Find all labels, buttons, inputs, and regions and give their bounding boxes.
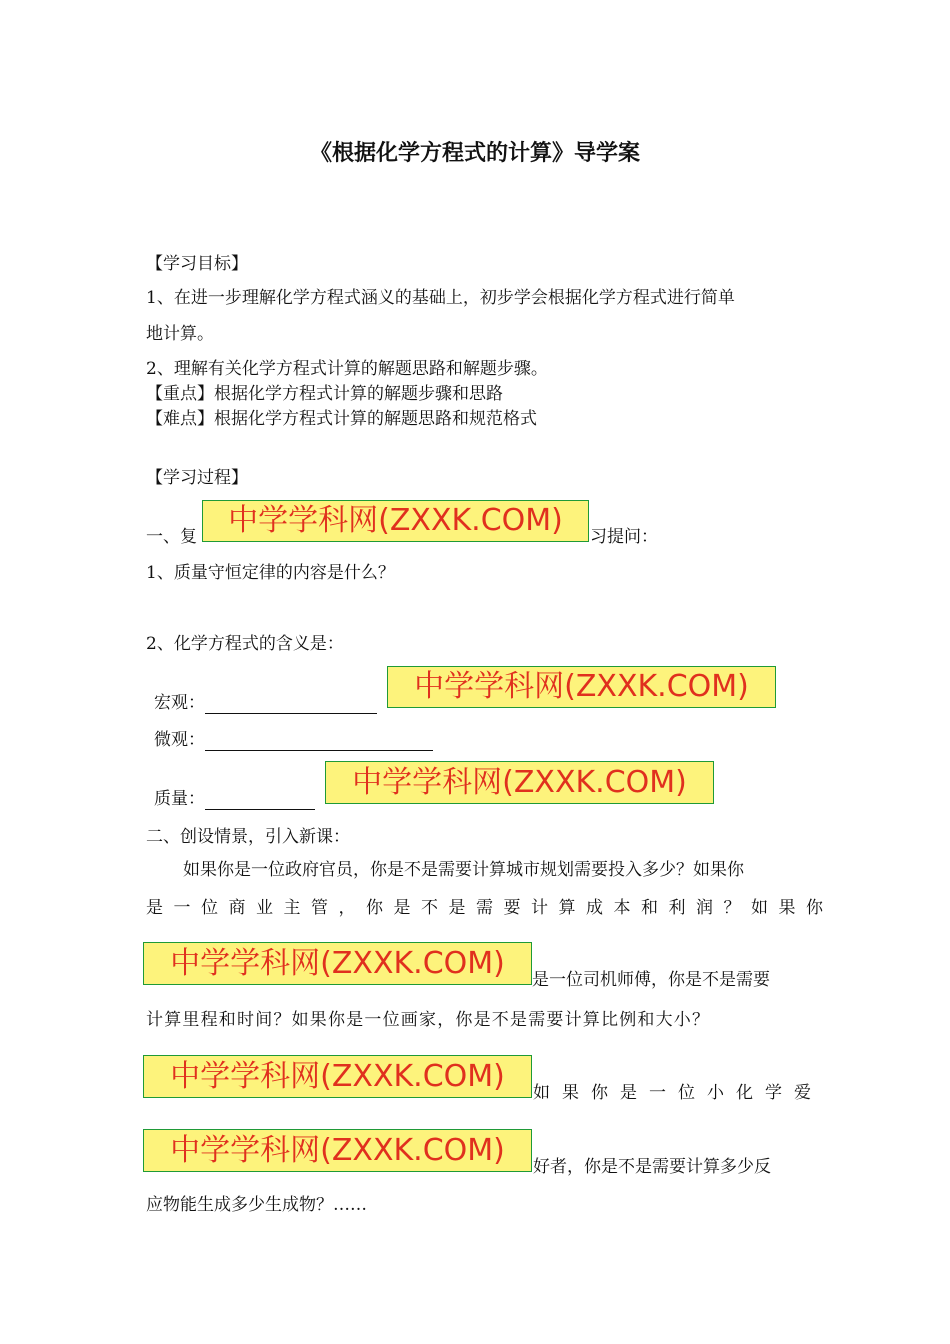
- watermark-banner: 中学学科网(ZXXK.COM): [202, 500, 589, 542]
- intro-paragraph-line-3: 是一位司机师傅，你是不是需要: [532, 970, 770, 990]
- macro-label: 宏观：: [154, 693, 205, 713]
- macro-row: [154, 692, 377, 714]
- document-title: 《根据化学方程式的计算》导学案: [309, 141, 640, 166]
- micro-label: 微观：: [154, 730, 205, 750]
- micro-blank: [205, 732, 433, 751]
- mass-label: 质量：: [154, 789, 205, 809]
- mass-blank: [205, 791, 315, 810]
- mass-row: [154, 788, 315, 810]
- watermark-banner: 中学学科网(ZXXK.COM): [143, 1129, 532, 1172]
- watermark-banner: 中学学科网(ZXXK.COM): [143, 1055, 532, 1098]
- intro-paragraph-line-4: 计算里程和时间？如果你是一位画家，你是不是需要计算比例和大小？: [146, 1010, 711, 1030]
- objectives-heading: 【学习目标】: [146, 254, 248, 274]
- key-point: 【重点】根据化学方程式计算的解题步骤和思路: [146, 384, 503, 404]
- section-1-end: 习提问：: [590, 527, 658, 547]
- section-2-heading: 二、创设情景，引入新课：: [146, 827, 350, 847]
- micro-row: [154, 729, 433, 751]
- watermark-banner: 中学学科网(ZXXK.COM): [387, 666, 776, 708]
- objective-2: 2、理解有关化学方程式计算的解题思路和解题步骤。: [146, 359, 548, 379]
- section-1-start: 一、复: [146, 527, 197, 547]
- watermark-banner: 中学学科网(ZXXK.COM): [143, 942, 532, 985]
- intro-paragraph-line-7: 应物能生成多少生成物？……: [146, 1195, 367, 1215]
- intro-paragraph-line-2: 是一位商业主管，你是不是需要计算成本和利润？如果你: [146, 898, 834, 918]
- intro-paragraph-line-1: 如果你是一位政府官员，你是不是需要计算城市规划需要投入多少？如果你: [183, 860, 744, 880]
- question-2: 2、化学方程式的含义是：: [146, 634, 344, 654]
- process-heading: 【学习过程】: [146, 468, 248, 488]
- intro-paragraph-line-5: 如果你是一位小化学爱: [533, 1083, 823, 1103]
- macro-blank: [205, 695, 377, 714]
- objective-1-line-1: 1、在进一步理解化学方程式涵义的基础上，初步学会根据化学方程式进行简单: [146, 288, 735, 308]
- question-1: 1、质量守恒定律的内容是什么？: [146, 563, 395, 583]
- objective-1-line-2: 地计算。: [146, 324, 214, 344]
- watermark-banner: 中学学科网(ZXXK.COM): [325, 761, 714, 804]
- intro-paragraph-line-6: 好者，你是不是需要计算多少反: [533, 1157, 771, 1177]
- difficulty-point: 【难点】根据化学方程式计算的解题思路和规范格式: [146, 409, 537, 429]
